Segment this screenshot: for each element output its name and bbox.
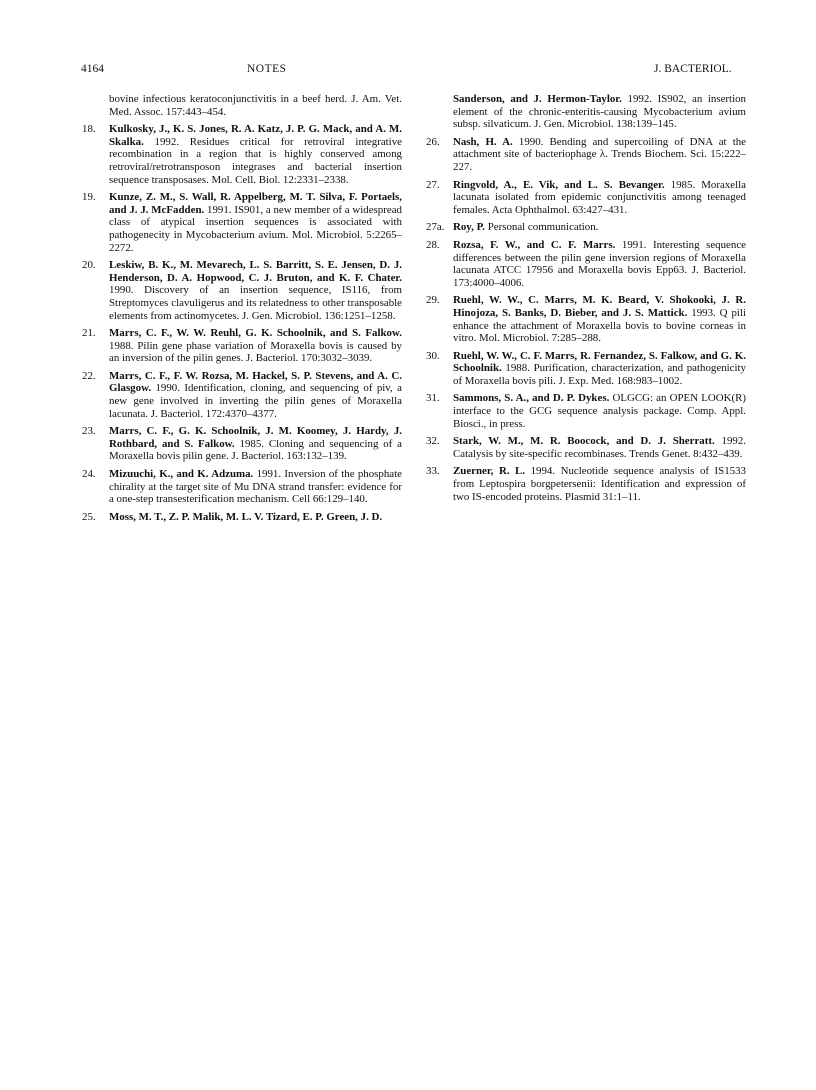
reference-entry xyxy=(426,392,746,430)
reference-entry xyxy=(82,511,402,524)
reference-authors: Mizuuchi, K., and K. Adzuma. xyxy=(109,468,254,481)
reference-entry xyxy=(426,136,746,174)
reference-authors: Marrs, C. F., W. W. Reuhl, G. K. Schoolnik, and S. Falkow. xyxy=(109,327,402,340)
reference-authors: Ruehl, W. W., C. F. Marrs, R. Fernandez, S. Falkow, and G. K. Schoolnik. xyxy=(453,349,746,375)
reference-authors: Sanderson, and J. Hermon-Taylor. xyxy=(453,93,622,105)
reference-authors: Sammons, S. A., and D. P. Dykes. xyxy=(453,392,610,405)
reference-entry xyxy=(426,435,746,460)
reference-number: 23. xyxy=(82,425,96,438)
reference-entry xyxy=(82,259,402,322)
reference-text: 1990. Discovery of an insertion sequence, IS116, from Streptomyces clavuligerus and its relatedness to other transposable elements from actinomycetes. J. Gen. Microbiol. 136:1251–1258. xyxy=(109,284,402,322)
reference-authors: Leskiw, B. K., M. Mevarech, L. S. Barritt, S. E. Jensen, D. J. Henderson, D. A. Hopwood, C. J. Bruton, and K. F. Chater. xyxy=(109,259,402,284)
reference-entry xyxy=(426,294,746,344)
reference-entry xyxy=(426,239,746,289)
reference-number: 27a. xyxy=(426,221,445,234)
reference-number: 18. xyxy=(82,123,96,136)
reference-entry xyxy=(82,425,402,463)
reference-text: 1985. Cloning and sequencing of a Moraxella bovis pilin gene. J. Bacteriol. 163:132–139. xyxy=(109,437,403,463)
section-title: NOTES xyxy=(247,63,287,75)
reference-entry xyxy=(82,191,402,254)
reference-text: 1992. IS902, an insertion element of the chronic-enteritis-causing Mycobacterium avium subsp. silvaticum. J. Gen. Microbiol. 138:139–145. xyxy=(453,93,747,131)
reference-number: 22. xyxy=(82,369,96,382)
reference-number: 28. xyxy=(426,238,440,251)
reference-entry xyxy=(426,465,746,503)
reference-text: OLGCG: an OPEN LOOK(R) interface to the GCG sequence analysis package. Comp. Appl. Biosci., in press. xyxy=(453,392,746,430)
reference-authors: Ruehl, W. W., C. Marrs, M. K. Beard, V. Shokooki, J. R. Hinojoza, S. Banks, D. Bieber, and J. S. Mattick. xyxy=(453,294,746,319)
reference-entry xyxy=(426,93,746,131)
reference-number: 30. xyxy=(426,349,440,362)
reference-authors: Nash, H. A. xyxy=(453,135,513,148)
reference-authors: Kunze, Z. M., S. Wall, R. Appelberg, M. T. Silva, F. Portaels, and J. J. McFadden. xyxy=(109,191,402,216)
reference-text: Personal communication. xyxy=(484,221,599,234)
reference-authors: Ringvold, A., E. Vik, and L. S. Bevanger. xyxy=(453,178,665,191)
reference-text: 1988. Pilin gene phase variation of Moraxella bovis is caused by an inversion of the pilin genes. J. Bacteriol. 170:3032–3039. xyxy=(109,339,402,365)
reference-text: 1991. Interesting sequence differences between the pilin gene inversion regions of Moraxella lacunata ATCC 17956 and Moraxella bovis Epp63. J. Bacteriol. 173:4000–4006. xyxy=(453,238,747,289)
reference-text: 1990. Identification, cloning, and sequencing of piv, a new gene involved in inverting the pilin genes of Moraxella lacunata. J. Bacteriol. 172:4370–4377. xyxy=(109,382,402,420)
reference-number: 29. xyxy=(426,294,440,307)
reference-entry xyxy=(82,327,402,365)
reference-entry xyxy=(82,93,402,118)
reference-authors: Stark, W. M., M. R. Boocock, and D. J. Sherratt. xyxy=(453,435,715,448)
reference-entry xyxy=(82,468,402,506)
reference-number: 26. xyxy=(426,135,440,148)
reference-authors: Zuerner, R. L. xyxy=(453,465,526,478)
reference-text: 1992. Catalysis by site-specific recombinases. Trends Genet. 8:432–439. xyxy=(453,435,746,460)
reference-text: 1993. Q pili enhance the attachment of Moraxella bovis to bovine corneas in vitro. Mol. Microbiol. 7:285–288. xyxy=(453,306,746,345)
reference-authors: Kulkosky, J., K. S. Jones, R. A. Katz, J. P. G. Mack, and A. M. Skalka. xyxy=(109,123,402,148)
reference-number: 25. xyxy=(82,510,96,523)
reference-text: bovine infectious keratoconjunctivitis in a beef herd. J. Am. Vet. Med. Assoc. 157:443–454. xyxy=(109,93,402,118)
references-right-column xyxy=(426,93,746,508)
reference-text: 1988. Purification, characterization, and pathogenicity of Moraxella bovis pili. J. Exp. Med. 168:983–1002. xyxy=(453,362,746,387)
reference-entry xyxy=(82,123,402,186)
reference-text: 1985. Moraxella lacunata isolated from epidemic conjunctivitis among teenaged females. Acta Ophthalmol. 63:427–431. xyxy=(453,178,747,216)
reference-text: 1991. Inversion of the phosphate chirality at the target site of Mu DNA strand transfer: evidence for a one-step transesterification mechanism. Cell 66:129–140. xyxy=(109,468,402,506)
reference-authors: Marrs, C. F., G. K. Schoolnik, J. M. Koomey, J. Hardy, J. Rothbard, and S. Falkow. xyxy=(109,425,402,450)
reference-entry xyxy=(82,370,402,420)
page-number: 4164 xyxy=(81,63,104,75)
reference-authors: Marrs, C. F., F. W. Rozsa, M. Hackel, S. P. Stevens, and A. C. Glasgow. xyxy=(109,369,402,395)
reference-entry xyxy=(426,350,746,388)
reference-text: 1992. Residues critical for retroviral integrative recombination in a region that is highly conserved among retroviral/retrotransposon integrases and bacterial insertion sequence transposases. Mol. Cell. Biol. 12:2331–2338. xyxy=(109,135,402,186)
reference-number: 33. xyxy=(426,465,440,478)
reference-number: 24. xyxy=(82,468,96,481)
reference-entry xyxy=(426,221,746,234)
reference-number: 32. xyxy=(426,435,440,448)
reference-number: 27. xyxy=(426,178,440,191)
reference-authors: Roy, P. xyxy=(453,221,485,234)
reference-number: 21. xyxy=(82,327,96,340)
reference-authors: Rozsa, F. W., and C. F. Marrs. xyxy=(453,238,616,251)
references-left-column xyxy=(82,93,402,528)
reference-number: 31. xyxy=(426,392,440,405)
reference-number: 19. xyxy=(82,191,96,204)
reference-text: 1991. IS901, a new member of a widespread class of atypical insertion sequences is associated with pathogenecity in Mycobacterium avium. Mol. Microbiol. 5:2265–2272. xyxy=(109,203,402,254)
reference-text: 1990. Bending and supercoiling of DNA at the attachment site of bacteriophage λ. Trends Biochem. Sci. 15:222–227. xyxy=(453,135,746,173)
reference-authors: Moss, M. T., Z. P. Malik, M. L. V. Tizard, E. P. Green, J. D. xyxy=(109,510,383,523)
reference-entry xyxy=(426,179,746,217)
reference-number: 20. xyxy=(82,259,96,272)
journal-name: J. BACTERIOL. xyxy=(654,63,732,75)
reference-text: 1994. Nucleotide sequence analysis of IS1533 from Leptospira borgpetersenii: Identification and expression of two IS-encoded proteins. Plasmid 31:1–11. xyxy=(453,465,746,503)
